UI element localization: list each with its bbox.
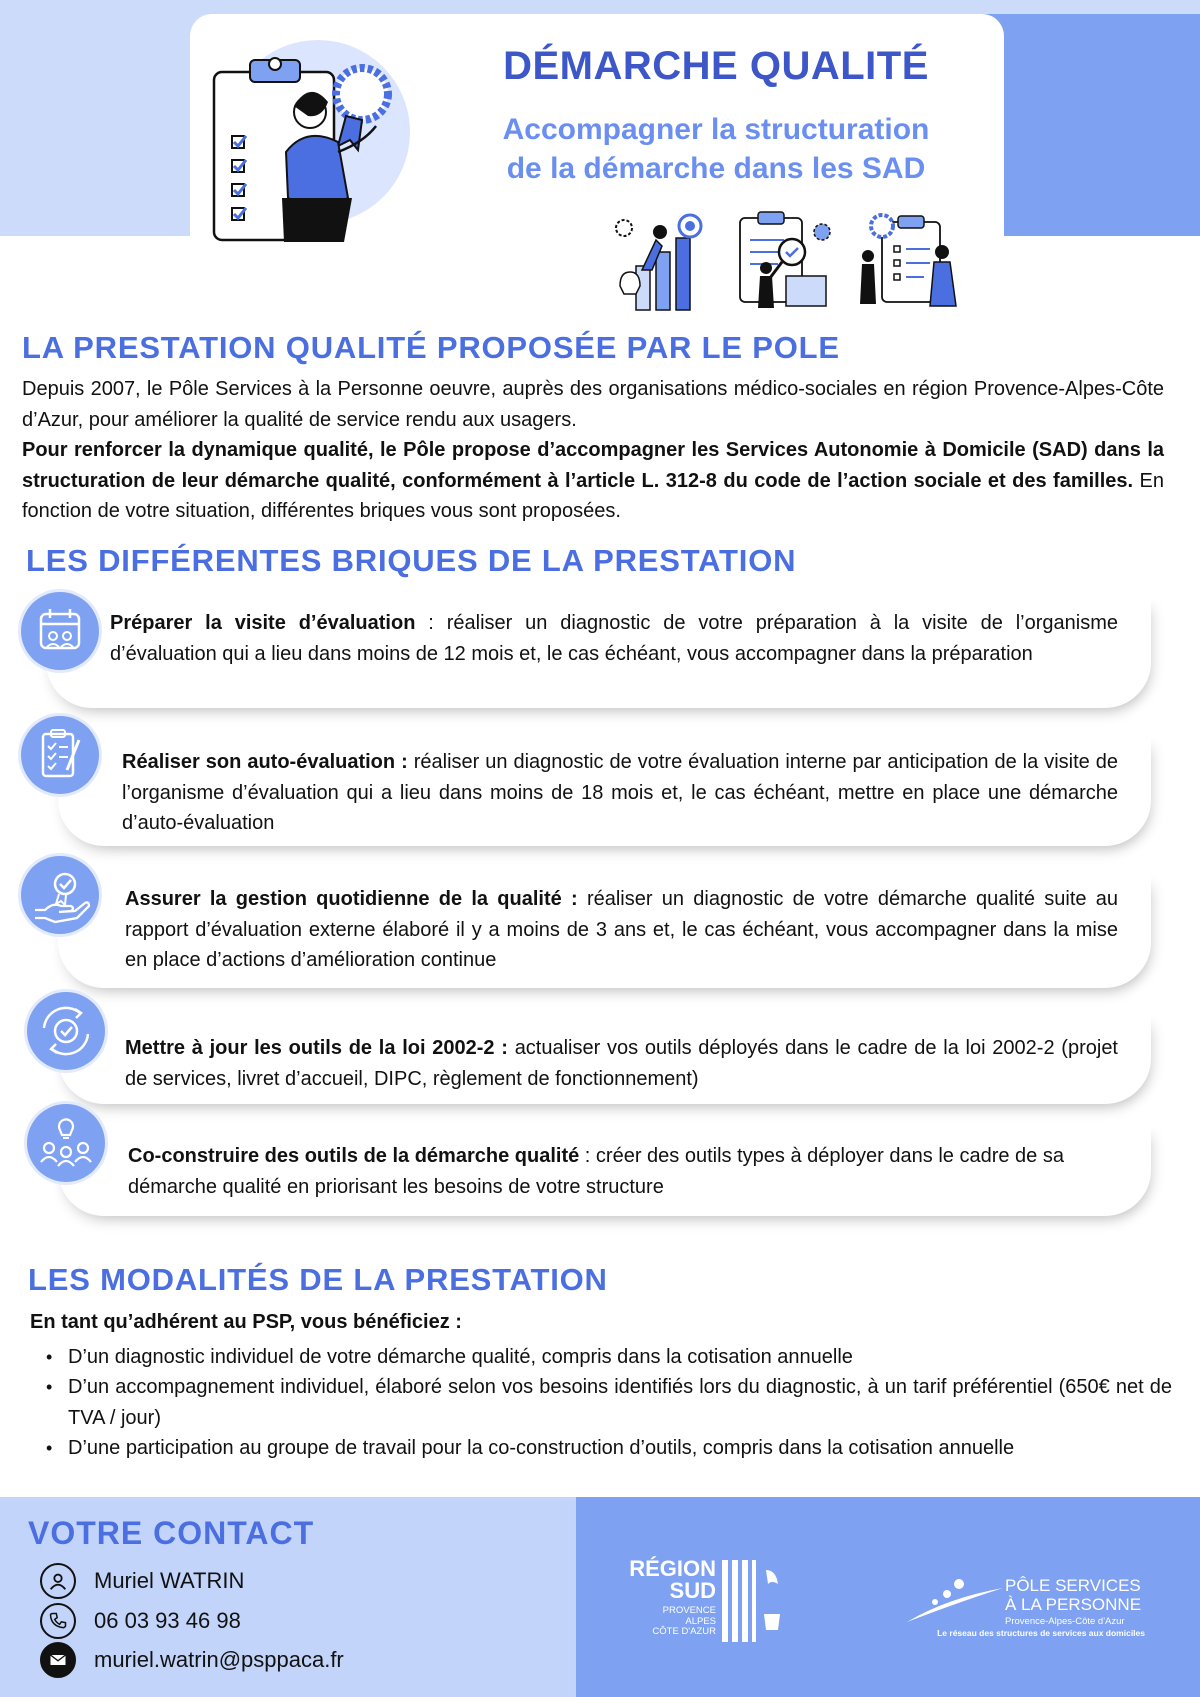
contact-email-row bbox=[40, 1642, 344, 1678]
list-item: • D’un diagnostic individuel de votre démarche qualité, compris dans la cotisation annuelle bbox=[38, 1342, 1172, 1372]
brick-description: créer des outils types à déployer dans le cadre de sa démarche qualité en priorisant les besoins de votre structure bbox=[128, 1145, 1064, 1198]
section-heading-modalites: LES MODALITÉS DE LA PRESTATION bbox=[28, 1262, 608, 1297]
brick-separator: : bbox=[395, 751, 414, 773]
pole-name bbox=[1005, 1576, 1143, 1614]
person-icon bbox=[40, 1563, 76, 1599]
intro-rest: En fonction de votre situation, différentes briques vous sont proposées. bbox=[22, 469, 1164, 522]
pole-name-line-1: PÔLE SERVICES bbox=[1005, 1576, 1141, 1595]
team-idea-icon bbox=[27, 1104, 105, 1182]
brick-text bbox=[125, 884, 1118, 976]
brick-text bbox=[125, 1033, 1118, 1094]
brick-title: Préparer la visite d’évaluation bbox=[110, 612, 416, 634]
list-item: • D’un accompagnement individuel, élaboré selon vos besoins identifiés lors du diagnostic, à un tarif préférentiel (650€ net de TVA / jour) bbox=[38, 1372, 1172, 1433]
pole-services-logo bbox=[905, 1570, 1145, 1640]
quality-checklist-illustration bbox=[206, 32, 414, 262]
region-title bbox=[620, 1558, 716, 1602]
brick-separator: : bbox=[561, 888, 587, 910]
modalites-list bbox=[38, 1342, 1172, 1463]
phone-icon bbox=[40, 1603, 76, 1639]
brick-separator: : bbox=[494, 1037, 515, 1059]
growth-chart-illustration bbox=[606, 206, 716, 316]
region-title-line-1: RÉGION bbox=[629, 1556, 716, 1581]
pole-name-line-2: À LA PERSONNE bbox=[1005, 1595, 1142, 1614]
award-team-illustration bbox=[854, 206, 964, 316]
brick-text bbox=[110, 608, 1118, 669]
brick-title: Réaliser son auto-évaluation bbox=[122, 751, 396, 773]
region-subtitle-line-1: PROVENCE bbox=[662, 1605, 716, 1616]
contact-phone-row bbox=[40, 1603, 241, 1639]
pole-swoosh-icon bbox=[905, 1576, 1005, 1628]
quality-hand-icon bbox=[21, 856, 99, 934]
contact-name: Muriel WATRIN bbox=[94, 1568, 245, 1593]
header-card bbox=[190, 14, 1004, 314]
contact-name-row bbox=[40, 1563, 244, 1599]
region-title-line-2: SUD bbox=[669, 1578, 716, 1603]
brick-title: Mettre à jour les outils de la loi 2002-2 bbox=[125, 1037, 495, 1059]
brick-text bbox=[128, 1141, 1088, 1202]
region-sud-logo bbox=[620, 1558, 790, 1650]
update-cycle-icon bbox=[27, 992, 105, 1070]
brick-text bbox=[122, 747, 1118, 839]
region-subtitle-line-3: CÔTE D'AZUR bbox=[652, 1626, 716, 1637]
brick-description: réaliser un diagnostic de votre préparation à la visite de l’organisme d’évaluation qui a lieu dans moins de 12 mois et, le cas échéant, vous accompagner dans la préparation bbox=[110, 612, 1119, 665]
brick-title: Co-construire des outils de la démarche qualité bbox=[128, 1145, 580, 1167]
subtitle-line-1: Accompagner la structuration bbox=[502, 113, 930, 146]
calendar-icon bbox=[21, 592, 99, 670]
brick-separator: : bbox=[579, 1145, 596, 1167]
contact-phone[interactable]: 06 03 93 46 98 bbox=[94, 1608, 241, 1633]
page-subtitle bbox=[426, 110, 1006, 188]
brick-title: Assurer la gestion quotidienne de la qualité bbox=[125, 888, 562, 910]
pole-tagline: Le réseau des structures de services aux domiciles bbox=[937, 1628, 1145, 1638]
intro-paragraph-1: Depuis 2007, le Pôle Services à la Personne oeuvre, auprès des organisations médico-sociales en région Provence-Alpes-Côte d’Azur, pour améliorer la qualité de service rendu aux usagers. bbox=[22, 378, 1164, 431]
brick-description: réaliser un diagnostic de votre évaluation interne par anticipation de la visite de l’organisme d’évaluation qui a lieu dans moins de 18 mois et, le cas échéant, mettre en place une démarche d’auto-évaluation bbox=[122, 751, 1118, 834]
mail-icon bbox=[40, 1642, 76, 1678]
header-background-strip bbox=[596, 0, 1200, 14]
checklist-icon bbox=[21, 716, 99, 794]
region-subtitle-line-2: ALPES bbox=[685, 1615, 716, 1627]
page-title: DÉMARCHE QUALITÉ bbox=[503, 44, 929, 88]
intro-bold: Pour renforcer la dynamique qualité, le Pôle propose d’accompagner les Services Autonomie à Domicile (SAD) dans la structuration de leur démarche qualité, conformément à l’article L. 312-8 du code de l’action sociale et des familles. bbox=[22, 439, 1164, 492]
intro-paragraph-2 bbox=[22, 435, 1164, 527]
section-heading-briques: LES DIFFÉRENTES BRIQUES DE LA PRESTATION bbox=[26, 543, 797, 578]
intro-text bbox=[22, 374, 1164, 527]
analysis-clipboard-illustration bbox=[730, 206, 840, 316]
brick-separator: : bbox=[415, 612, 447, 634]
list-item: • D’une participation au groupe de travail pour la co-construction d’outils, compris dans la cotisation annuelle bbox=[38, 1433, 1172, 1463]
pole-region: Provence-Alpes-Côte d'Azur bbox=[1005, 1616, 1125, 1627]
modalites-lead: En tant qu’adhérent au PSP, vous bénéficiez : bbox=[30, 1311, 462, 1333]
contact-email[interactable]: muriel.watrin@psppaca.fr bbox=[94, 1647, 344, 1672]
subtitle-line-2: de la démarche dans les SAD bbox=[506, 152, 926, 185]
brick-description: réaliser un diagnostic de votre démarche qualité suite au rapport d’évaluation externe élaboré il y a moins de 3 ans et, le cas échéant, vous accompagner dans la mise en place d’actions d’amélioration continue bbox=[125, 888, 1118, 971]
contact-heading: VOTRE CONTACT bbox=[28, 1515, 315, 1551]
section-heading-prestation: LA PRESTATION QUALITÉ PROPOSÉE PAR LE POLE bbox=[22, 330, 840, 365]
region-subtitle bbox=[620, 1606, 716, 1638]
brick-description: actualiser vos outils déployés dans le cadre de la loi 2002-2 (projet de services, livret d’accueil, DIPC, règlement de fonctionnement) bbox=[125, 1037, 1118, 1090]
region-shield-icon bbox=[720, 1558, 790, 1650]
